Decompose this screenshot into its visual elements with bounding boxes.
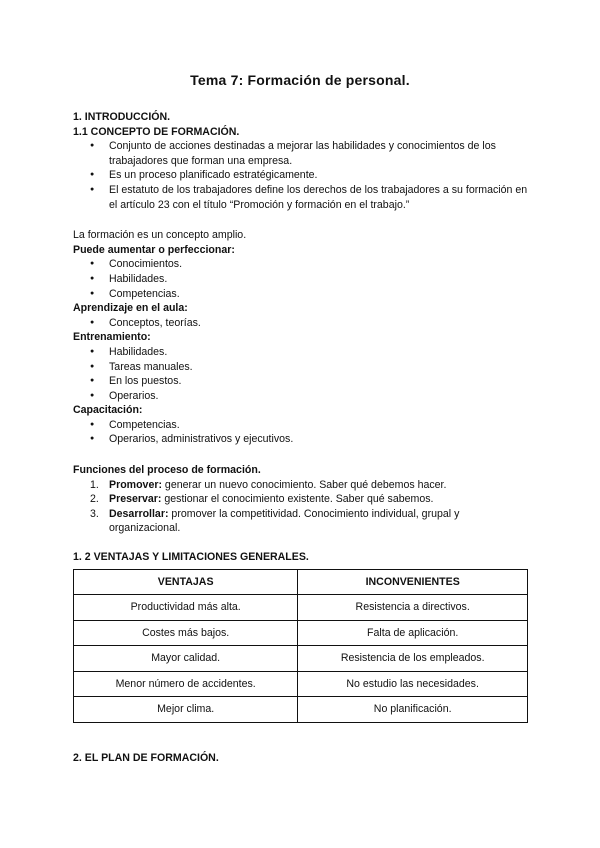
table-cell: Falta de aplicación. xyxy=(298,620,528,646)
advantages-table xyxy=(73,569,528,723)
group-list xyxy=(73,418,533,447)
list-item: ● Competencias. xyxy=(73,287,533,302)
intro-bullet-list xyxy=(73,139,533,212)
list-item: ● Conocimientos. xyxy=(73,257,533,272)
group-label: Aprendizaje en el aula: xyxy=(73,302,188,315)
list-number: 3. xyxy=(90,507,99,520)
list-item: ● Operarios, administrativos y ejecutivos. xyxy=(73,432,533,447)
function-text: gestionar el conocimiento existente. Saber qué sabemos. xyxy=(161,493,434,506)
list-item xyxy=(73,492,533,507)
list-item: ● El estatuto de los trabajadores define los derechos de los trabajadores a su formación en el artículo 23 con el título “Promoción y formación en el trabajo.” xyxy=(73,183,533,212)
table-row xyxy=(74,697,528,723)
concept-intro-text: La formación es un concepto amplio. xyxy=(73,229,247,242)
functions-list xyxy=(73,478,533,536)
page-title: Tema 7: Formación de personal. xyxy=(190,72,410,88)
table-row xyxy=(74,595,528,621)
table-cell: Mayor calidad. xyxy=(74,646,298,672)
function-text: promover la competitividad. Conocimiento individual, grupal y organizacional. xyxy=(109,507,460,535)
list-item xyxy=(73,507,533,536)
function-text: generar un nuevo conocimiento. Saber qué debemos hacer. xyxy=(161,478,447,491)
subsection-heading-concept: 1.1 CONCEPTO DE FORMACIÓN. xyxy=(73,125,240,138)
functions-heading: Funciones del proceso de formación. xyxy=(73,464,261,477)
list-item: ● Tareas manuales. xyxy=(73,360,533,375)
group-label: Capacitación: xyxy=(73,404,143,417)
section-heading-intro: 1. INTRODUCCIÓN. xyxy=(73,111,171,123)
section-heading-plan: 2. EL PLAN DE FORMACIÓN. xyxy=(73,752,219,764)
document-body xyxy=(73,110,533,723)
list-item: ● Es un proceso planificado estratégicamente. xyxy=(73,168,533,183)
table-cell: No estudio las necesidades. xyxy=(298,671,528,697)
table-cell: Productividad más alta. xyxy=(74,595,298,621)
function-term: Preservar: xyxy=(109,493,162,506)
list-item: ● Habilidades. xyxy=(73,272,533,287)
list-item: ● Habilidades. xyxy=(73,345,533,360)
list-item: ● En los puestos. xyxy=(73,374,533,389)
list-item: ● Competencias. xyxy=(73,418,533,433)
list-item: ● Conceptos, teorías. xyxy=(73,316,533,331)
group-label: Puede aumentar o perfeccionar: xyxy=(73,243,235,256)
list-number: 1. xyxy=(90,478,99,491)
advantages-heading: 1. 2 VENTAJAS Y LIMITACIONES GENERALES. xyxy=(73,551,309,564)
group-list xyxy=(73,257,533,301)
table-row xyxy=(74,646,528,672)
column-header: INCONVENIENTES xyxy=(298,569,528,595)
list-item: ● Operarios. xyxy=(73,389,533,404)
table-cell: Menor número de accidentes. xyxy=(74,671,298,697)
table-row xyxy=(74,620,528,646)
table-row xyxy=(74,671,528,697)
list-item: ● Conjunto de acciones destinadas a mejorar las habilidades y conocimientos de los trabajadores que forman una empresa. xyxy=(73,139,533,168)
list-item xyxy=(73,478,533,493)
group-list xyxy=(73,345,533,403)
function-term: Promover: xyxy=(109,478,162,491)
table-header-row xyxy=(74,569,528,595)
table-cell: No planificación. xyxy=(298,697,528,723)
table-cell: Mejor clima. xyxy=(74,697,298,723)
list-number: 2. xyxy=(90,493,99,506)
table-cell: Resistencia de los empleados. xyxy=(298,646,528,672)
group-label: Entrenamiento: xyxy=(73,331,151,344)
table-cell: Resistencia a directivos. xyxy=(298,595,528,621)
group-list xyxy=(73,316,533,331)
column-header: VENTAJAS xyxy=(74,569,298,595)
table-cell: Costes más bajos. xyxy=(74,620,298,646)
function-term: Desarrollar: xyxy=(109,507,169,520)
